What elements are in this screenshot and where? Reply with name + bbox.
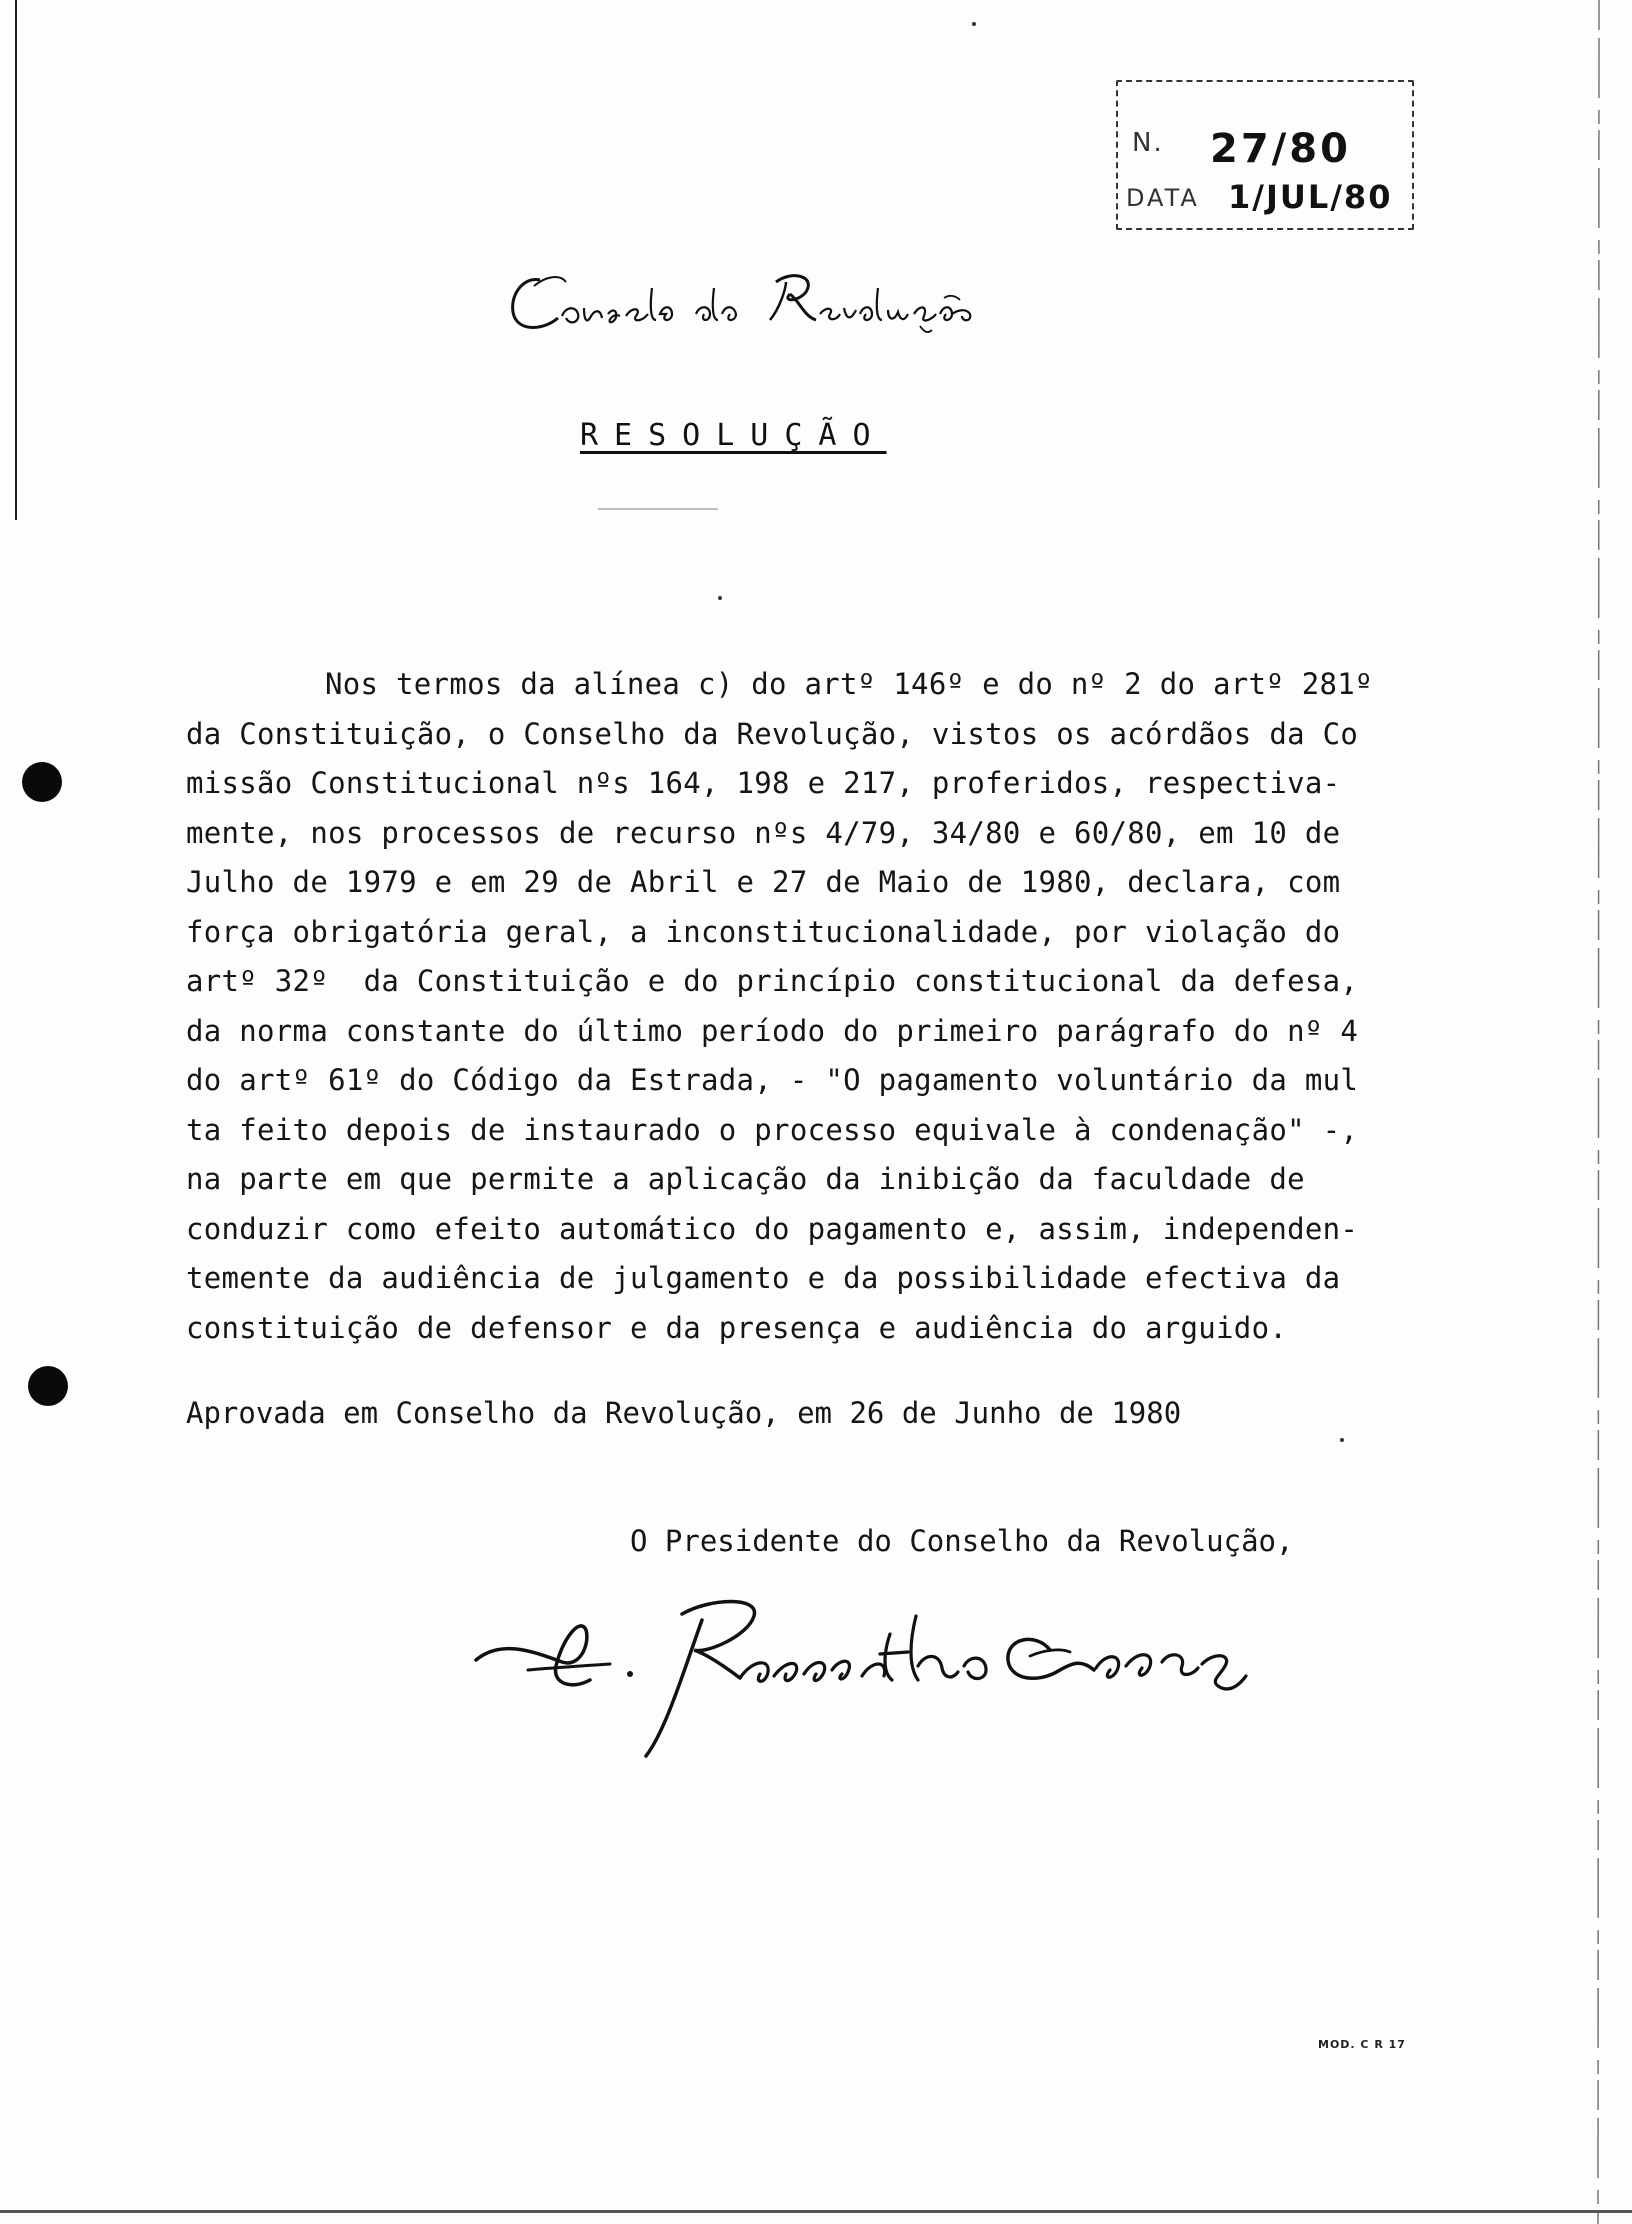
body-line: mente, nos processos de recurso nºs 4/79, 34/80 e 60/80, em 10 de: [186, 815, 1341, 850]
body-line: conduzir como efeito automático do pagamento e, assim, independen-: [186, 1211, 1359, 1246]
punch-hole: [28, 1366, 68, 1406]
body-line: missão Constitucional nºs 164, 198 e 217, proferidos, respectiva-: [186, 766, 1341, 800]
body-line: Nos termos da alínea c) do artº 146º e do nº 2 do artº 281º: [325, 667, 1373, 701]
body-line: na parte em que permite a aplicação da inibição da faculdade de: [186, 1162, 1305, 1196]
letterhead-logo: [500, 258, 1000, 348]
handwritten-signature: [470, 1580, 1370, 1760]
body-line: Julho de 1979 e em 29 de Abril e 27 de Maio de 1980, declara, com: [186, 865, 1341, 899]
body-line: da Constituição, o Conselho da Revolução, vistos os acórdãos da Co: [186, 716, 1359, 751]
approval-statement: Aprovada em Conselho da Revolução, em 26 de Junho de 1980: [186, 1396, 1182, 1430]
body-line: da norma constante do último período do primeiro parágrafo do nº 4: [186, 1013, 1359, 1048]
body-line: temente da audiência de julgamento e da possibilidade efectiva da: [186, 1261, 1341, 1295]
stamp-number-label: N.: [1132, 128, 1164, 158]
faint-mark: [598, 508, 718, 510]
resolution-body: [186, 660, 1476, 1353]
document-title: RESOLUÇÃO: [580, 418, 887, 453]
scan-speck: [718, 596, 722, 600]
signature-text: A. Ramalho Eanes: [910, 1757, 930, 1759]
body-line: do artº 61º do Código da Estrada, - "O pagamento voluntário da mul: [186, 1063, 1359, 1097]
scan-edge-right: [1593, 0, 1605, 2224]
body-line: artº 32º da Constituição e do princípio constitucional da defesa,: [186, 964, 1359, 998]
scan-bottom-edge: [0, 2210, 1632, 2213]
registration-stamp: [1116, 80, 1414, 230]
letterhead-text: Conselho da Revolução: [737, 343, 763, 345]
stamp-date-value: 1/JUL/80: [1228, 178, 1393, 216]
stamp-number-value: 27/80: [1210, 126, 1351, 172]
signatory-title: O Presidente do Conselho da Revolução,: [630, 1524, 1294, 1558]
scan-speck: [1340, 1438, 1344, 1442]
stamp-date-label: DATA: [1126, 184, 1200, 212]
body-line: ta feito depois de instaurado o processo equivale à condenação" -,: [186, 1112, 1359, 1147]
scan-speck: [972, 22, 976, 26]
scan-smudge: [0, 0, 270, 520]
body-line: força obrigatória geral, a inconstitucionalidade, por violação do: [186, 914, 1341, 949]
punch-hole: [22, 762, 62, 802]
form-code: MOD. C R 17: [1318, 2038, 1406, 2051]
body-line: constituição de defensor e da presença e audiência do arguido.: [186, 1310, 1288, 1345]
